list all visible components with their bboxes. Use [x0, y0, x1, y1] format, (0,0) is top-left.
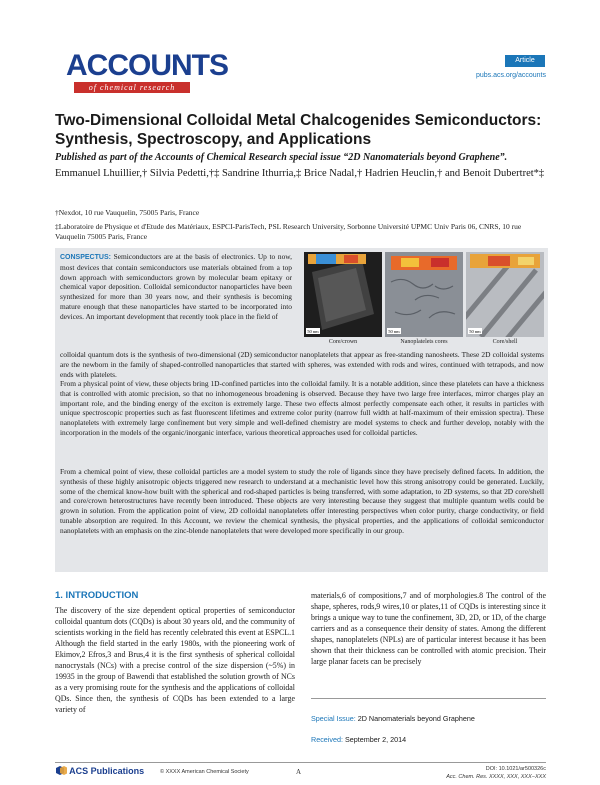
acs-hexagon-icon — [55, 766, 67, 775]
scale-bar-label-2: 50 nm — [388, 329, 400, 334]
doi-link[interactable]: DOI: 10.1021/ar500326c — [485, 766, 546, 772]
received-label: Received: — [311, 735, 343, 744]
article-title: Two-Dimensional Colloidal Metal Chalcogenides Semiconductors: Synthesis, Spectroscopy, and Applications — [55, 112, 542, 148]
figure-caption-core-crown: Core/crown — [328, 339, 358, 345]
journal-logo: ACCOUNTS — [66, 49, 228, 82]
copyright-text: © XXXX American Chemical Society — [160, 769, 249, 775]
publisher-name: ACS Publications — [69, 766, 145, 776]
figure-panel-core-shell — [466, 252, 544, 337]
micrograph-nanoplatelet-cores — [385, 252, 463, 337]
publisher-logo — [55, 766, 144, 776]
received-value: September 2, 2014 — [344, 735, 407, 744]
affiliation-2: ‡Laboratoire de Physique et d'Etude des Matériaux, ESPCI-ParisTech, PSL Research University, Sorbonne Université UPMC Univ Paris 06, CNRS, 10 rue Vauquelin 75005 Paris, France — [55, 222, 522, 241]
micrograph-core-crown — [304, 252, 382, 337]
article-type-badge: Article — [505, 55, 545, 67]
intro-right-column: materials,6 of compositions,7 and of morphologies.8 The control of the shape, spheres, rods,9 wires,10 or plates,11 of CQDs is interesting since it brings a unique way to tune the confinement, 3D, 2D, or 1D, of the charge carriers and as a consequence their density of states. Among the different shapes, nanoplatelets (NPLs) are of particular interest because it has been shown that their thickness can be controlled with atomic precision. Their large planar facets can be precisely — [311, 591, 546, 666]
figure-caption-nanoplatelet-cores: Nanoplatelets cores — [400, 339, 448, 345]
conspectus-kicker: CONSPECTUS: — [60, 254, 111, 261]
special-issue-note-row — [311, 714, 475, 723]
conspectus-paragraph-2: From a physical point of view, these objects bring 1D-confined particles into the colloidal family. It is a notable addition, since these platelets can have a thickness that is controlled with atomic precision, so that no inhomogeneous broadening is observed. Because they have two large free interfaces, mirror charges play an important role, and the binding energy of the exciton is extremely large. These two effects almost perfectly compensate each other, it results in particles with unique spectroscopic properties such as fast fluorescent lifetimes and extreme color purity (narrow full width at half-maximum of their emission spectra). These nanoplatelets with extremely large confinement but very simple and well-defined chemistry are model systems to check and further develop, notably with the incorporation in the models of the organic/inorganic interface, various theoretical approaches used for colloidal particles. — [60, 379, 544, 437]
author-list: Emmanuel Lhuillier,† Silvia Pedetti,†‡ Sandrine Ithurria,‡ Brice Nadal,† Hadrien Heuclin,† and Benoit Dubertret*‡ — [55, 168, 545, 179]
received-note-row — [311, 735, 406, 744]
conspectus-paragraph-3: From a chemical point of view, these colloidal particles are a model system to study the role of ligands since they have precisely defined facets. In addition, the synthesis of these highly anisotropic objects triggered new research to understand at a mechanistic level how this strong anisotropy could be generated. Luckily, some of the chemical know-how built with the spherical and rod-shaped particles is being transferred, with some adaptation, to 2D systems, so that 2D core/shell and core/crown heterostructures have recently been introduced. These objects are very interesting because they suggest that multiple quantum wells could be grown in solution. From the application point of view, 2D colloidal nanoplatelets offer interesting perspectives when color purity, charge conductivity, or field tunable absorption are required. In this Account, we review the chemical synthesis, the physical properties, and the applications of colloidal semiconductor nanoplatelets with an emphasis on the zinc-blende nanoplatelets that were developed more specifically in our group. — [60, 467, 544, 535]
journal-logo-subtitle: of chemical research — [74, 82, 190, 93]
figure-panel-core-crown — [304, 252, 382, 337]
special-issue-value: 2D Nanomaterials beyond Graphene — [357, 714, 475, 723]
conspectus-lead-text: Semiconductors are at the basis of electronics. Up to now, most devices that contain semiconductors use materials obtained from a top down approach with semiconductors grown by molecular beam epitaxy or chemical vapor deposition. Colloidal semiconductor nanoparticles have been synthesized for more than 30 years now, and their synthesis is becoming mature enough that these nanoparticles have started to be incorporated into devices. An important development that recently took place in the field of — [60, 252, 292, 321]
notes-divider — [311, 698, 546, 699]
intro-left-column: The discovery of the size dependent optical properties of semiconductor colloidal quantum dots (CQDs) is about 30 years old, and the community of scientists working in the field has recently celebrated this event at ESPCL.1 Although the field started in the early 1980s, with the pioneering work of Ekimov,2 Efros,3 and Brus,4 it is the first synthesis of spherical colloidal nanocrystals (NCs) with a precise control of the size dispersion (~5%) in 19935 in the group of Bawendi that established the solution growth of NCs as a very promising route for the synthesis and the applications of colloidal QDs. Since then, the synthesis of CQDs has been extended to a large variety of — [55, 606, 295, 714]
citation-text: Acc. Chem. Res. XXXX, XXX, XXX−XXX — [446, 774, 546, 780]
section-heading-introduction: 1. INTRODUCTION — [55, 590, 139, 601]
affiliation-1: †Nexdot, 10 rue Vauquelin, 75005 Paris, France — [55, 208, 200, 217]
figure-panel-nanoplatelet-cores — [385, 252, 463, 337]
conspectus-paragraph-1-continued: colloidal quantum dots is the synthesis of two-dimensional (2D) semiconductor nanoplatelets that appear as free-standing nanosheets. These 2D colloidal systems are the newborn in the family of shaped-controlled nanoparticles that started with spheres, was extended with rods and wires, continued with tetrapods, and now ends with platelets. — [60, 350, 544, 379]
micrograph-core-shell — [466, 252, 544, 337]
footer-divider — [55, 762, 546, 763]
scale-bar-label-3: 50 nm — [469, 329, 481, 334]
special-issue-label: Special Issue: — [311, 714, 356, 723]
conspectus-lead-paragraph — [60, 252, 292, 321]
journal-url-link[interactable]: pubs.acs.org/accounts — [475, 72, 546, 79]
page-number: A — [296, 768, 302, 776]
special-issue-note: Published as part of the Accounts of Chemical Research special issue “2D Nanomaterials beyond Graphene”. — [55, 152, 508, 163]
figure-caption-core-shell: Core/shell — [492, 339, 518, 345]
scale-bar-label-1: 50 nm — [307, 329, 319, 334]
